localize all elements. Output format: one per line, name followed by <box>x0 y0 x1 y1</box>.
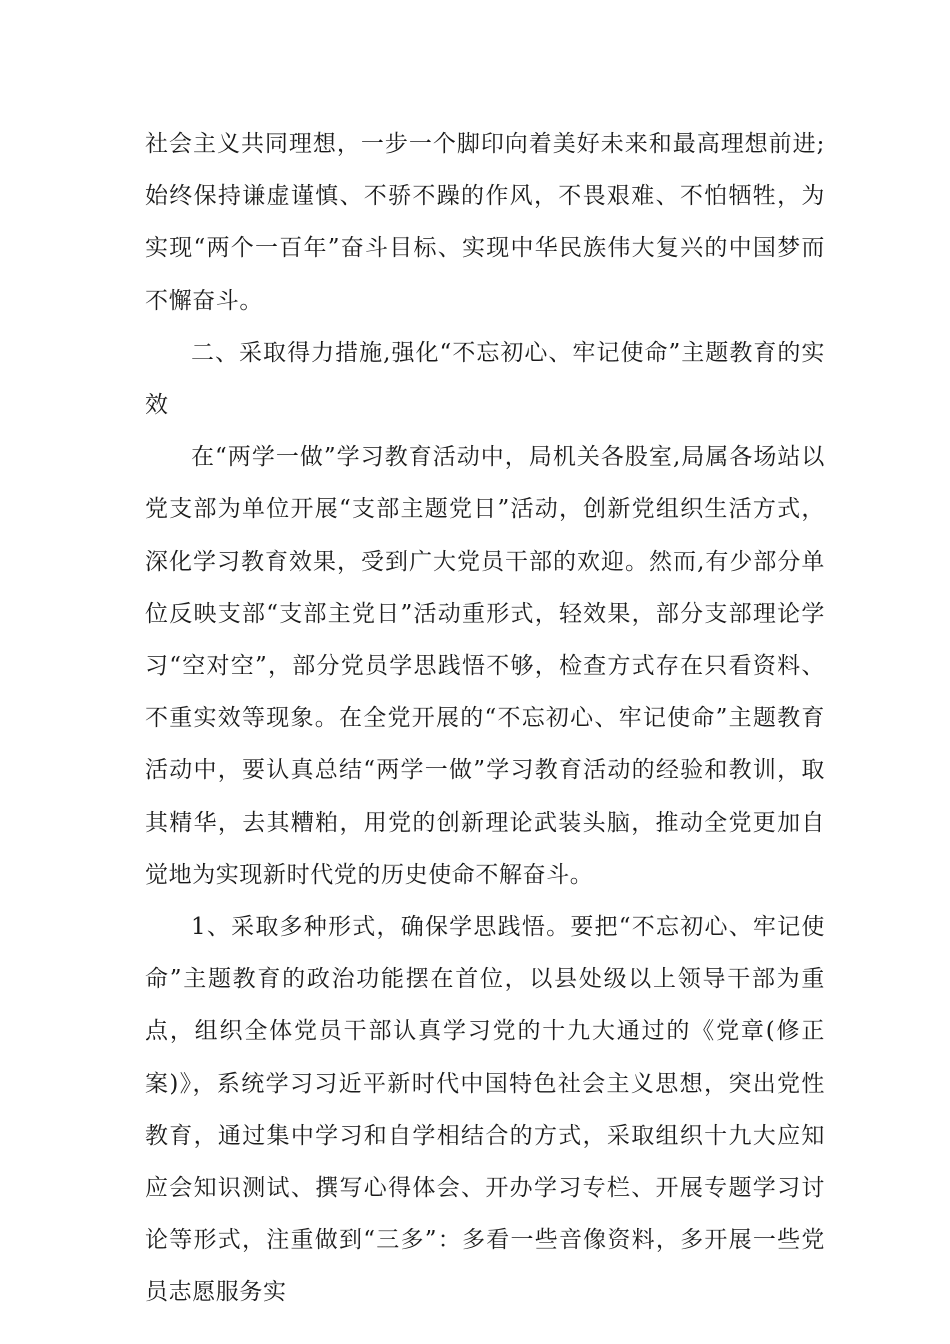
document-page <box>145 118 825 1319</box>
section-heading-measures: 二、采取得力措施,强化“不忘初心、牢记使命”主题教育的实效 <box>145 339 825 419</box>
paragraph-two-studies: 在“两学一做”学习教育活动中，局机关各股室,局属各场站以党支部为单位开展“支部主题党日”活动，创新党组织生活方式，深化学习教育效果，受到广大党员干部的欢迎。然而,有少部分单位反映支部“支部主党日”活动重形式，轻效果，部分支部理论学习“空对空”，部分党员学思践悟不够，检查方式存在只看资料、不重实效等现象。在全党开展的“不忘初心、牢记使命”主题教育活动中，要认真总结“两学一做”学习教育活动的经验和教训，取其精华，去其糟粕，用党的创新理论武装头脑，推动全党更加自觉地为实现新时代党的历史使命不解奋斗。 <box>145 444 825 888</box>
paragraph-ideal-struggle: 社会主义共同理想，一步一个脚印向着美好未来和最高理想前进;始终保持谦虚谨慎、不骄不躁的作风，不畏艰难、不怕牺牲，为实现“两个一百年”奋斗目标、实现中华民族伟大复兴的中国梦而不懈奋斗。 <box>145 131 825 314</box>
paragraph-multiple-forms: 1、采取多种形式，确保学思践悟。要把“不忘初心、牢记使命”主题教育的政治功能摆在首位，以县处级以上领导干部为重点，组织全体党员干部认真学习党的十九大通过的《党章(修正案)》，系统学习习近平新时代中国特色社会主义思想，突出党性教育，通过集中学习和自学相结合的方式，采取组织十九大应知应会知识测试、撰写心得体会、开办学习专栏、开展专题学习讨论等形式，注重做到“三多”：多看一些音像资料，多开展一些党员志愿服务实 <box>145 914 825 1306</box>
